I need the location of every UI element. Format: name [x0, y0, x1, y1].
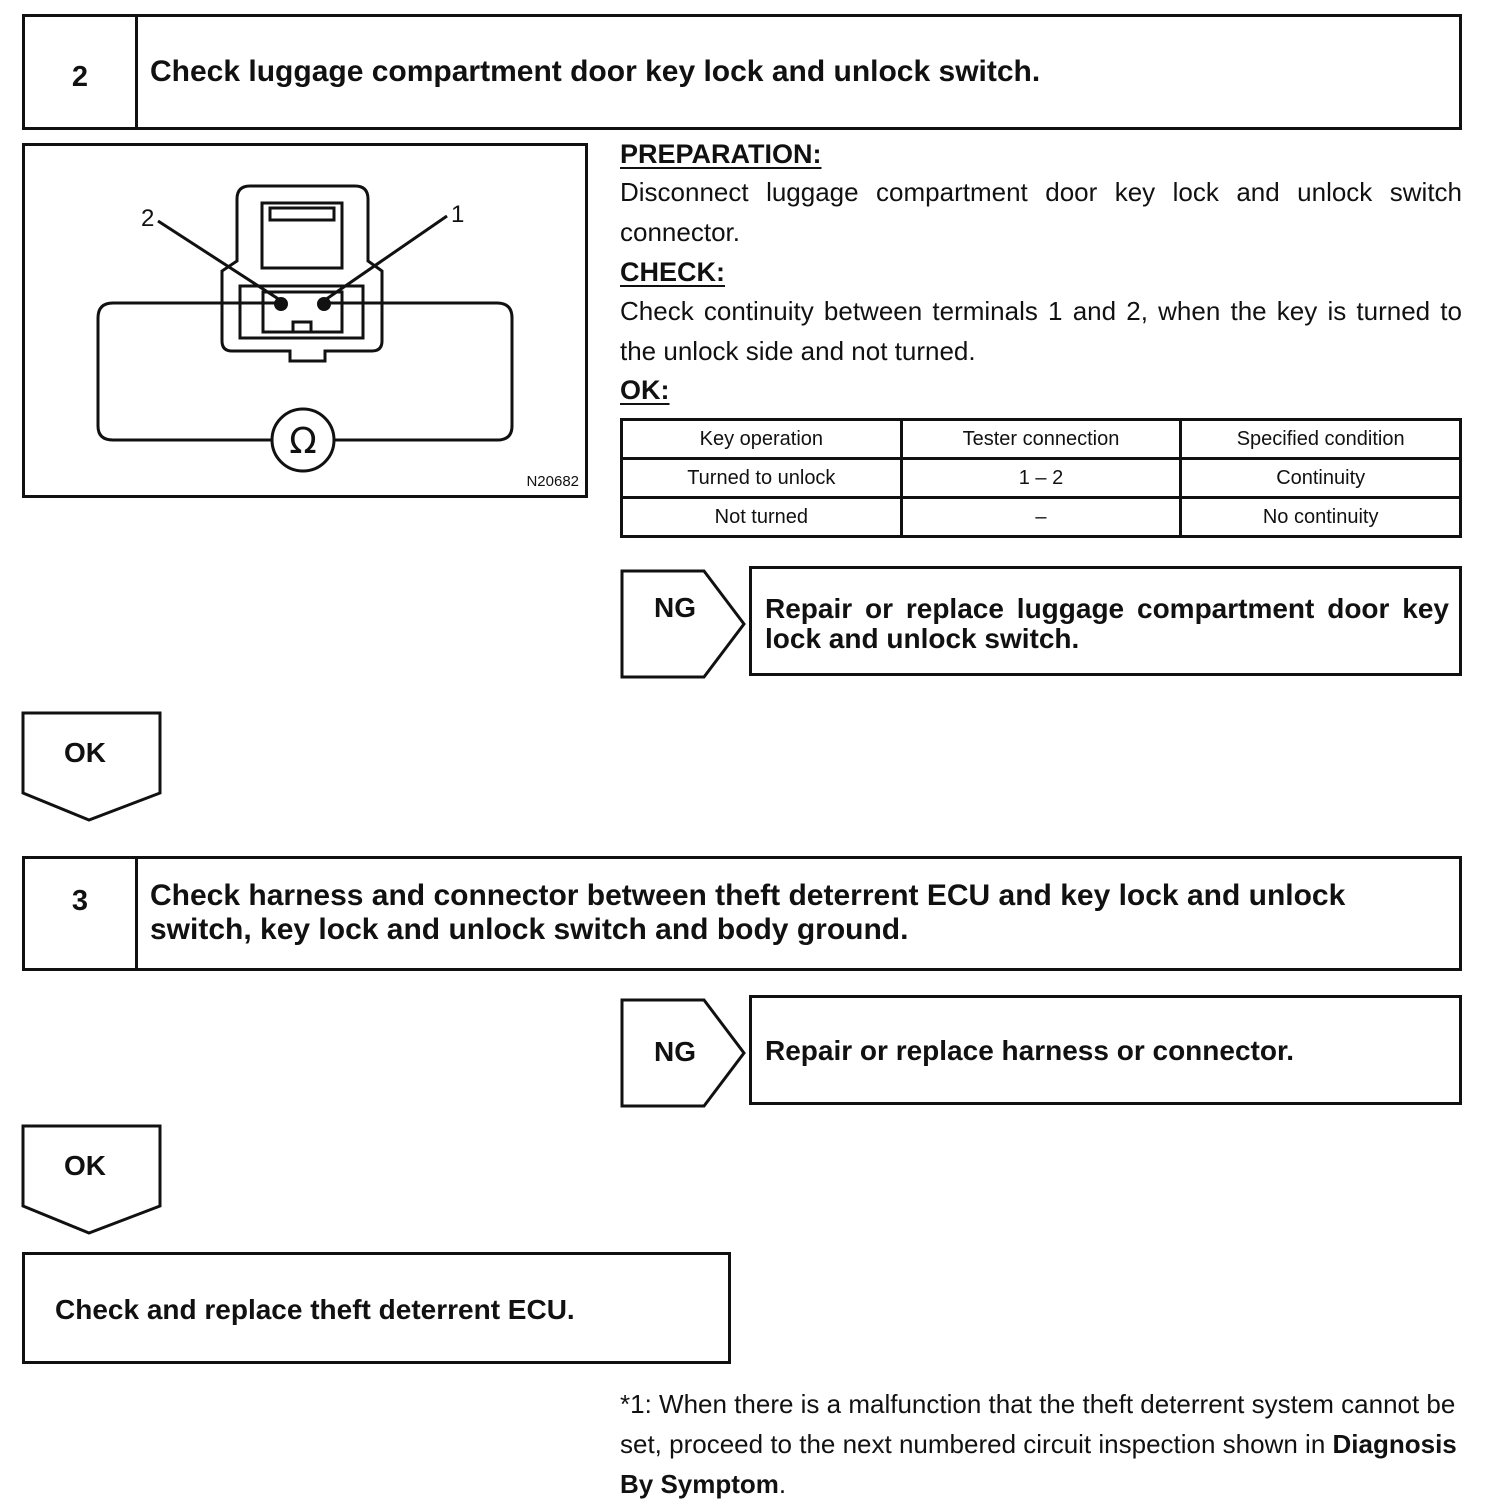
preparation-text: Disconnect luggage compartment door key lock and unlock switch connector.: [620, 177, 1462, 247]
ng-arrow-shape: [620, 569, 748, 679]
figure-id: N20682: [526, 473, 579, 490]
ohm-symbol: Ω: [289, 421, 317, 462]
connector-figure: [22, 143, 588, 498]
step-2-header: [22, 14, 1462, 130]
table-cell: 1 – 2: [901, 459, 1181, 498]
final-action-text: Check and replace theft deterrent ECU.: [55, 1294, 575, 1325]
step-number: 2: [25, 17, 138, 127]
step-title: Check harness and connector between theft deterrent ECU and key lock and unlock switch, key lock and unlock switch and body ground.: [150, 879, 1346, 946]
footnote-suffix: .: [778, 1469, 787, 1499]
preparation-label: PREPARATION:: [620, 139, 822, 169]
ng-label: NG: [654, 592, 696, 623]
connector-diagram: [25, 146, 585, 495]
spec-table: [620, 418, 1462, 538]
terminal-2-label: 2: [141, 205, 155, 232]
table-cell: –: [901, 498, 1181, 537]
step-number: 3: [25, 859, 138, 968]
footnote: [620, 1384, 1465, 1504]
table-row: [622, 459, 1461, 498]
table-header-row: [622, 420, 1461, 459]
table-cell: Turned to unlock: [622, 459, 902, 498]
check-label: CHECK:: [620, 257, 725, 287]
ng-action-box: [749, 566, 1462, 676]
ng-label: NG: [654, 1036, 696, 1067]
ng-action-box: [749, 995, 1462, 1105]
table-cell: Continuity: [1181, 459, 1461, 498]
table-header: Specified condition: [1181, 420, 1461, 459]
table-header: Key operation: [622, 420, 902, 459]
ng-action-text: Repair or replace harness or connector.: [765, 1035, 1295, 1066]
ng-action-text: Repair or replace luggage compartment door key lock and unlock switch.: [765, 593, 1449, 654]
table-header: Tester connection: [901, 420, 1181, 459]
ok-label: OK: [64, 737, 106, 768]
footnote-prefix: *1: When there is a malfunction that the theft deterrent system cannot be set, proceed to the next numbered circuit inspection shown in: [620, 1389, 1456, 1459]
check-text: Check continuity between terminals 1 and 2, when the key is turned to the unlock side and not turned.: [620, 296, 1462, 366]
step-3-header: [22, 856, 1462, 971]
table-row: [622, 498, 1461, 537]
step-title: Check luggage compartment door key lock and unlock switch.: [150, 55, 1041, 88]
ok-label: OK:: [620, 375, 670, 405]
table-cell: Not turned: [622, 498, 902, 537]
final-action-box: [22, 1252, 731, 1364]
terminal-1-label: 1: [451, 201, 465, 228]
ok-label: OK: [64, 1150, 106, 1181]
footnote-reference: Diagnosis By Symptom: [620, 1429, 1457, 1499]
table-cell: No continuity: [1181, 498, 1461, 537]
